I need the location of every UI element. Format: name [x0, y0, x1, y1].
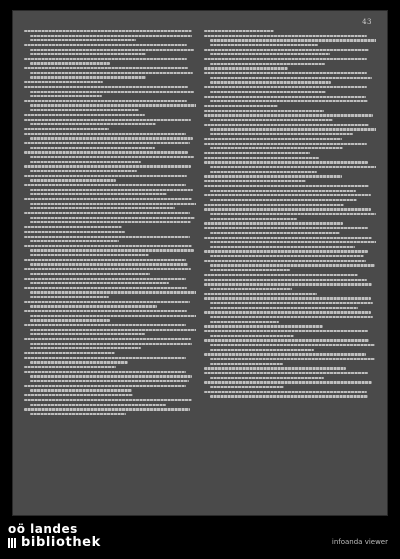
entry-text-line	[204, 86, 367, 88]
entry-text-line	[204, 204, 344, 206]
entry-text-line	[30, 170, 137, 172]
directory-entry	[24, 114, 196, 116]
directory-entry	[24, 287, 196, 298]
directory-entry	[24, 259, 196, 266]
directory-entry	[24, 394, 196, 396]
entry-text-line	[30, 249, 194, 251]
entry-text-line	[204, 222, 343, 224]
directory-entry	[24, 301, 196, 308]
entry-text-line	[210, 166, 376, 168]
entry-text-line	[30, 95, 102, 97]
entry-text-line	[204, 208, 371, 210]
entry-text-line	[30, 39, 136, 41]
entry-text-line	[30, 203, 196, 205]
entry-text-line	[210, 39, 376, 41]
library-logo	[8, 522, 101, 550]
directory-entry	[24, 128, 196, 130]
entry-text-line	[204, 260, 366, 262]
entry-text-line	[204, 157, 319, 159]
entry-text-line	[30, 404, 166, 406]
entry-text-line	[24, 142, 190, 144]
entry-text-line	[30, 305, 157, 307]
directory-entry	[204, 237, 376, 248]
entry-text-line	[24, 287, 187, 289]
directory-entry	[204, 105, 376, 107]
directory-entry	[204, 175, 376, 177]
directory-entry	[204, 293, 376, 295]
directory-entry	[24, 268, 196, 275]
directory-entry	[24, 226, 196, 228]
directory-entry	[204, 222, 376, 224]
entry-text-line	[210, 171, 317, 173]
directory-entry	[204, 372, 376, 379]
entry-text-line	[24, 226, 122, 228]
directory-entry	[24, 324, 196, 335]
directory-entry	[24, 100, 196, 111]
entry-text-line	[204, 311, 371, 313]
entry-text-line	[30, 315, 196, 317]
entry-text-line	[24, 310, 187, 312]
directory-entry	[204, 67, 376, 69]
entry-text-line	[210, 53, 330, 55]
entry-text-line	[24, 114, 145, 116]
directory-entry	[24, 175, 196, 182]
entry-text-line	[24, 301, 190, 303]
entry-text-line	[210, 269, 290, 271]
directory-entry	[24, 30, 196, 41]
directory-entry	[24, 44, 196, 55]
entry-text-line	[30, 76, 146, 78]
entry-text-line	[210, 377, 324, 379]
entry-text-line	[210, 321, 279, 323]
entry-text-line	[30, 137, 193, 139]
entry-text-line	[24, 30, 192, 32]
directory-entry	[204, 227, 376, 234]
entry-text-line	[204, 381, 372, 383]
directory-entry	[204, 35, 376, 46]
entry-text-line	[204, 339, 369, 341]
entry-text-line	[210, 44, 318, 46]
entry-text-line	[30, 347, 141, 349]
directory-entry	[24, 81, 196, 83]
entry-text-line	[30, 221, 191, 223]
entry-text-line	[210, 288, 292, 290]
entry-text-line	[30, 254, 149, 256]
entry-text-line	[204, 367, 346, 369]
entry-text-line	[204, 49, 369, 51]
directory-entry	[204, 180, 376, 182]
directory-entry	[24, 366, 196, 368]
entry-text-line	[204, 110, 324, 112]
entry-text-line	[24, 385, 186, 387]
entry-text-line	[204, 283, 372, 285]
entry-text-line	[24, 165, 191, 167]
entry-text-line	[30, 375, 192, 377]
entry-text-line	[30, 291, 196, 293]
entry-text-line	[204, 297, 371, 299]
entry-text-line	[30, 343, 192, 345]
entry-text-line	[210, 63, 325, 65]
entry-text-line	[204, 114, 373, 116]
entry-text-line	[210, 199, 357, 201]
entry-text-line	[24, 394, 133, 396]
directory-entry	[24, 231, 196, 233]
directory-entry	[24, 310, 196, 321]
entry-text-line	[24, 44, 187, 46]
directory-entry	[204, 124, 376, 135]
entry-text-line	[30, 263, 188, 265]
directory-entry	[204, 330, 376, 337]
directory-entry	[204, 114, 376, 121]
entry-text-line	[210, 119, 333, 121]
directory-entry	[204, 325, 376, 327]
directory-entry	[204, 30, 376, 32]
entry-text-line	[204, 152, 310, 154]
directory-entry	[204, 208, 376, 219]
entry-text-line	[24, 245, 192, 247]
entry-text-line	[30, 109, 139, 111]
entry-text-line	[24, 81, 103, 83]
entry-text-line	[210, 133, 353, 135]
entry-text-line	[210, 255, 364, 257]
directory-entry	[204, 72, 376, 83]
entry-text-line	[210, 395, 368, 397]
entry-text-line	[204, 185, 369, 187]
entry-text-line	[30, 189, 193, 191]
entry-text-line	[210, 335, 294, 337]
entry-text-line	[210, 316, 373, 318]
logo-text-line2: bibliothek	[21, 535, 101, 550]
entry-text-line	[210, 77, 372, 79]
entry-text-line	[204, 138, 342, 140]
entry-text-line	[30, 193, 167, 195]
entry-text-line	[204, 72, 367, 74]
entry-text-line	[30, 49, 194, 51]
entry-text-line	[204, 372, 368, 374]
directory-entry	[24, 212, 196, 223]
entry-text-line	[24, 119, 191, 121]
entry-text-line	[30, 333, 145, 335]
directory-entry	[24, 408, 196, 415]
entry-text-line	[210, 100, 368, 102]
entry-text-line	[24, 212, 190, 214]
entry-text-line	[210, 302, 373, 304]
entry-text-line	[204, 279, 367, 281]
entry-text-line	[24, 231, 125, 233]
entry-text-line	[210, 81, 331, 83]
directory-entry	[24, 399, 196, 406]
directory-entry	[204, 339, 376, 350]
entry-text-line	[30, 329, 196, 331]
entry-text-line	[204, 325, 323, 327]
entry-text-line	[210, 232, 340, 234]
entry-text-line	[210, 190, 356, 192]
directory-entry	[24, 151, 196, 162]
entry-text-line	[30, 240, 119, 242]
entry-text-line	[24, 278, 186, 280]
entry-text-line	[210, 307, 358, 309]
directory-entry	[204, 283, 376, 290]
scanned-page	[12, 10, 388, 516]
directory-entry	[204, 367, 376, 369]
directory-entry	[24, 245, 196, 256]
logo-text-line1: oö landes	[8, 522, 78, 536]
entry-text-line	[210, 264, 375, 266]
entry-text-line	[24, 357, 186, 359]
directory-entry	[24, 133, 196, 140]
entry-text-line	[24, 268, 191, 270]
entry-text-line	[204, 58, 367, 60]
directory-entry	[24, 86, 196, 97]
directory-entry	[204, 274, 376, 276]
entry-text-line	[204, 330, 368, 332]
entry-text-line	[24, 338, 191, 340]
entry-text-line	[210, 218, 297, 220]
entry-text-line	[204, 237, 372, 239]
entry-text-line	[204, 143, 367, 145]
entry-text-line	[30, 91, 194, 93]
entry-text-line	[30, 413, 126, 415]
entry-text-line	[30, 319, 110, 321]
entry-text-line	[30, 35, 192, 37]
directory-entry	[204, 204, 376, 206]
entry-text-line	[204, 293, 317, 295]
entry-text-line	[204, 105, 278, 107]
entry-text-line	[204, 180, 306, 182]
directory-entry	[24, 371, 196, 382]
entry-text-line	[30, 62, 110, 64]
directory-entry	[24, 119, 196, 126]
entry-text-line	[204, 67, 288, 69]
directory-entry	[24, 198, 196, 209]
entry-text-line	[30, 389, 132, 391]
entry-text-line	[24, 67, 188, 69]
entry-text-line	[204, 274, 358, 276]
entry-text-line	[24, 86, 188, 88]
entry-text-line	[24, 198, 192, 200]
directory-entry	[24, 58, 196, 65]
entry-text-line	[210, 213, 376, 215]
entry-text-line	[210, 147, 343, 149]
viewer-footer	[0, 516, 400, 559]
directory-entry	[204, 110, 376, 112]
right-column	[204, 30, 376, 508]
entry-text-line	[210, 246, 355, 248]
entry-text-line	[204, 35, 367, 37]
entry-text-line	[24, 324, 186, 326]
page-number: 43	[362, 18, 372, 26]
directory-entry	[204, 250, 376, 257]
entry-text-line	[30, 179, 116, 181]
directory-entry	[204, 260, 376, 271]
directory-entry	[24, 385, 196, 392]
directory-entry	[204, 143, 376, 150]
entry-text-line	[30, 123, 156, 125]
directory-entry	[24, 184, 196, 195]
entry-text-line	[204, 391, 367, 393]
entry-text-line	[210, 241, 376, 243]
directory-entry	[204, 279, 376, 281]
directory-entry	[204, 381, 376, 388]
directory-entry	[204, 297, 376, 308]
directory-entry	[24, 236, 196, 243]
entry-text-line	[210, 344, 375, 346]
entry-text-line	[30, 217, 195, 219]
directory-entry	[24, 142, 196, 149]
entry-text-line	[24, 408, 190, 410]
entry-text-line	[24, 128, 109, 130]
entry-text-line	[24, 184, 186, 186]
entry-text-line	[204, 194, 371, 196]
entry-text-line	[24, 236, 190, 238]
directory-entry	[204, 49, 376, 56]
entry-text-line	[30, 161, 141, 163]
directory-entry	[24, 278, 196, 285]
directory-entry	[204, 353, 376, 364]
logo-bars-icon	[8, 538, 16, 548]
directory-entry	[204, 157, 376, 159]
directory-entry	[24, 352, 196, 354]
entry-text-line	[24, 100, 187, 102]
entry-text-line	[204, 227, 368, 229]
entry-text-line	[210, 91, 326, 93]
directory-entry	[24, 67, 196, 78]
directory-entry	[204, 391, 376, 398]
entry-text-line	[24, 151, 188, 153]
directory-entry	[204, 185, 376, 192]
directory-entry	[204, 96, 376, 103]
entry-text-line	[30, 380, 189, 382]
directory-entry	[204, 138, 376, 140]
entry-text-line	[30, 282, 169, 284]
entry-text-line	[30, 53, 146, 55]
entry-text-line	[30, 273, 150, 275]
entry-text-line	[204, 353, 366, 355]
entry-text-line	[204, 124, 369, 126]
entry-text-line	[30, 361, 128, 363]
entry-text-line	[210, 349, 314, 351]
directory-entry	[204, 152, 376, 154]
directory-entry	[204, 311, 376, 322]
entry-text-line	[24, 366, 116, 368]
entry-text-line	[24, 352, 115, 354]
entry-text-line	[210, 363, 283, 365]
directory-entry	[204, 161, 376, 172]
directory-entry	[204, 86, 376, 93]
entry-text-line	[24, 399, 192, 401]
entry-text-line	[210, 386, 284, 388]
entry-text-line	[30, 104, 196, 106]
entry-text-line	[24, 133, 186, 135]
entry-text-line	[30, 296, 109, 298]
entry-text-line	[210, 128, 376, 130]
entry-text-line	[24, 58, 187, 60]
left-column	[24, 30, 196, 508]
entry-text-line	[30, 207, 175, 209]
viewer-label: infoanda viewer	[331, 538, 388, 546]
entry-text-line	[204, 96, 366, 98]
directory-entry	[24, 338, 196, 349]
entry-text-line	[204, 161, 368, 163]
entry-text-line	[204, 175, 342, 177]
directory-entry	[24, 357, 196, 364]
entry-text-line	[24, 259, 186, 261]
entry-text-line	[30, 156, 194, 158]
entry-text-line	[30, 147, 155, 149]
entry-text-line	[210, 358, 375, 360]
entry-text-line	[204, 250, 368, 252]
entry-text-line	[30, 72, 193, 74]
directory-entry	[204, 58, 376, 65]
entry-text-line	[24, 371, 186, 373]
directory-entry	[204, 194, 376, 201]
directory-entry	[24, 165, 196, 172]
entry-text-line	[204, 30, 274, 32]
entry-text-line	[24, 175, 187, 177]
